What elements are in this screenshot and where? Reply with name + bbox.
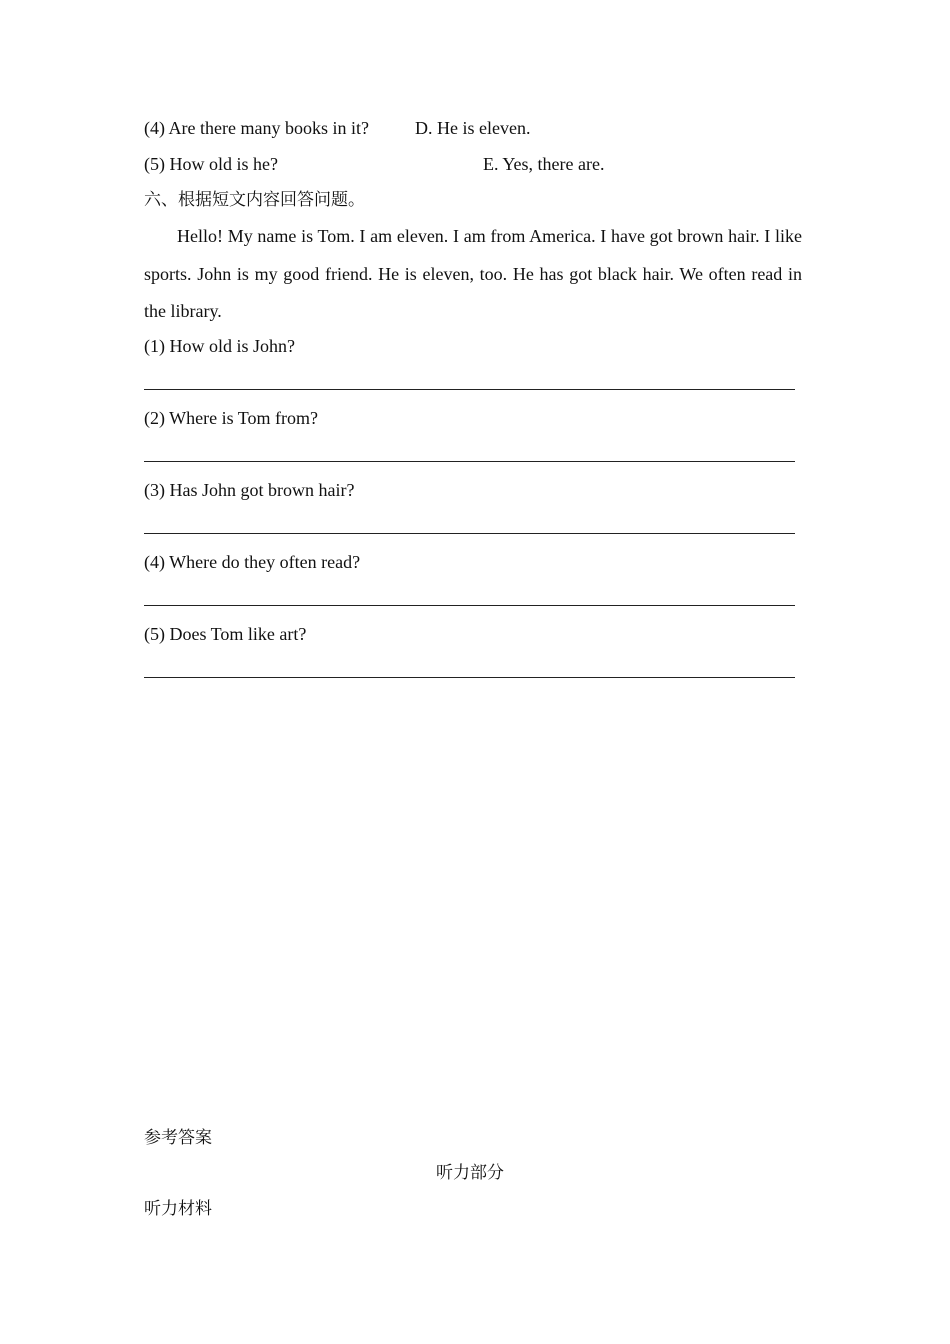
section-title: 六、根据短文内容回答问题。 [144,190,365,210]
question-2: (2) Where is Tom from? [144,408,319,428]
listening-material-heading: 听力材料 [144,1199,212,1219]
question-4: (4) Where do they often read? [144,552,361,572]
question-3: (3) Has John got brown hair? [144,480,355,500]
reference-answers-heading: 参考答案 [144,1128,212,1148]
reading-passage: Hello! My name is Tom. I am eleven. I am from America. I have got brown hair. I like sports. John is my good friend. He is eleven, too. He has got black hair. We often read in the library. [144,226,802,321]
matching-question: (4) Are there many books in it? [144,118,369,138]
answer-line-1[interactable] [144,389,795,390]
question-1: (1) How old is John? [144,336,295,356]
answer-line-5[interactable] [144,677,795,678]
matching-row-5 [144,152,804,176]
matching-answer: D. He is eleven. [415,118,531,138]
answer-line-3[interactable] [144,533,795,534]
answer-line-4[interactable] [144,605,795,606]
question-5: (5) Does Tom like art? [144,624,307,644]
matching-row-4 [144,116,804,140]
matching-question: (5) How old is he? [144,154,278,174]
answer-line-2[interactable] [144,461,795,462]
matching-answer: E. Yes, there are. [483,154,605,174]
listening-part-heading: 听力部分 [436,1163,504,1183]
